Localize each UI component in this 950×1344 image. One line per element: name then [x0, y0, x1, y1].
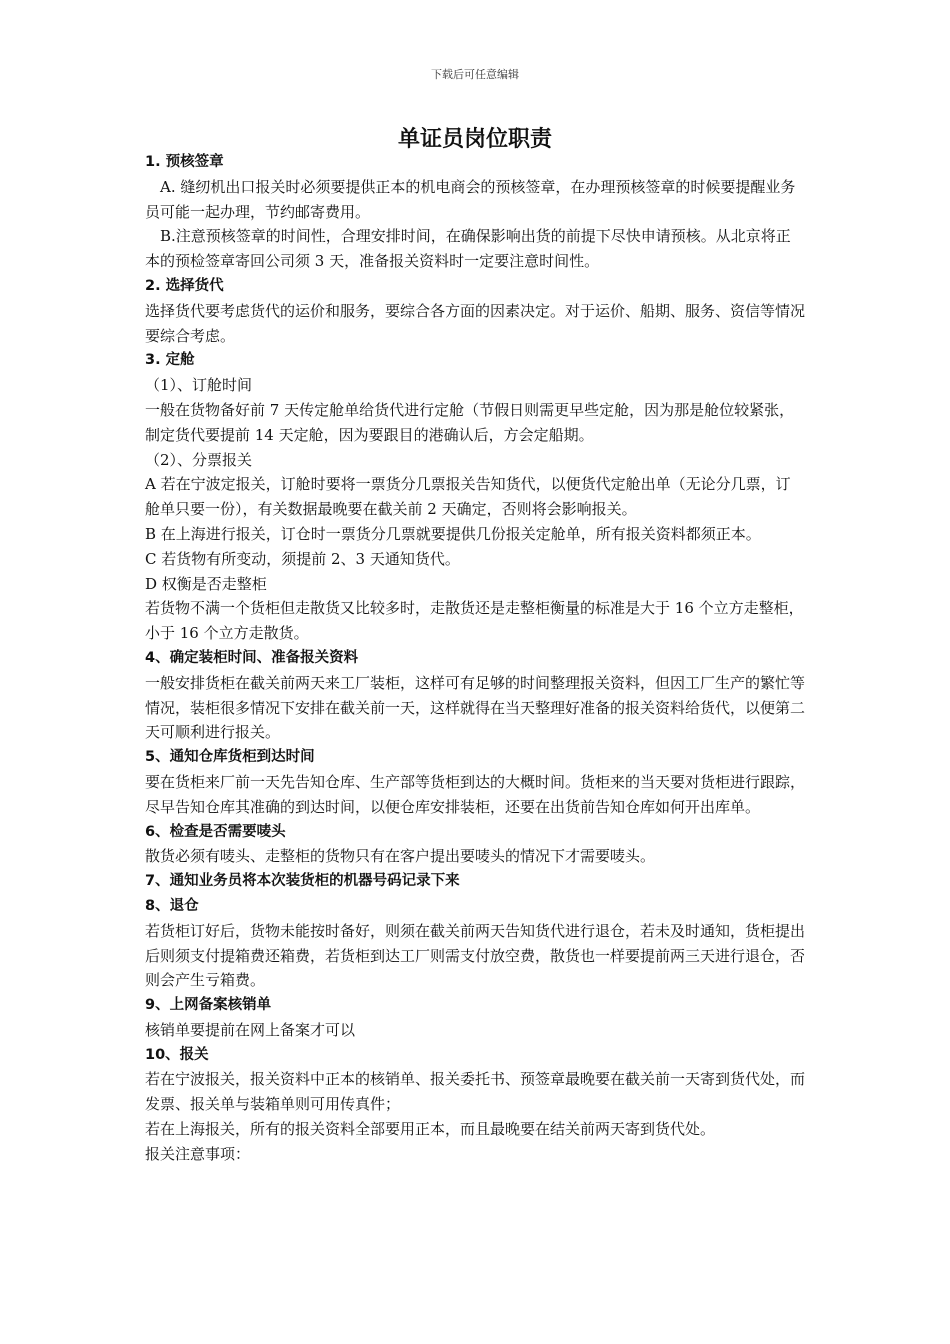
- document-body: [145, 150, 805, 1167]
- paragraph: 若货柜订好后，货物未能按时备好，则须在截关前两天告知货代进行退仓，若未及时通知，货柜提出后则须支付提箱费还箱费，若货柜到达工厂则需支付放空费，散货也一样要提前两三天进行退仓，否则会产生亏箱费。: [145, 921, 806, 990]
- section-heading: 8、退仓: [145, 897, 199, 914]
- paragraph: 核销单要提前在网上备案才可以: [145, 1020, 356, 1039]
- section-heading: 10、报关: [145, 1046, 209, 1063]
- paragraph: 一般在货物备好前 7 天传定舱单给货代进行定舱（节假日则需更早些定舱，因为那是舱位较紧张，制定货代要提前 14 天定舱，因为要跟目的港确认后，方会定船期。: [145, 400, 795, 444]
- section-heading: 7、通知业务员将本次装货柜的机器号码记录下来: [145, 873, 460, 890]
- page-header: 下载后可任意编辑: [431, 68, 519, 81]
- section-heading: 9、上网备案核销单: [145, 997, 272, 1014]
- section-heading: 3. 定舱: [145, 352, 195, 369]
- section-heading: 5、通知仓库货柜到达时间: [145, 749, 315, 766]
- paragraph: 要在货柜来厂前一天先告知仓库、生产部等货柜到达的大概时间。货柜来的当天要对货柜进行跟踪，尽早告知仓库其准确的到达时间，以便仓库安排装柜，还要在出货前告知仓库如何开出库单。: [145, 772, 806, 816]
- section-heading: 2. 选择货代: [145, 277, 224, 294]
- subheading: （2）、分票报关: [145, 450, 253, 469]
- paragraph: 若在上海报关，所有的报关资料全部要用正本，而且最晚要在结关前两天寄到货代处。: [145, 1120, 716, 1139]
- paragraph: 散货必须有唛头、走整柜的货物只有在客户提出要唛头的情况下才需要唛头。: [145, 847, 656, 866]
- document-title: 单证员岗位职责: [397, 126, 552, 152]
- paragraph: A 若在宁波定报关，订舱时要将一票货分几票报关告知货代，以便货代定舱出单（无论分几票，订舱单只要一份），有关数据最晚要在截关前 2 天确定，否则将会影响报关。: [145, 475, 791, 519]
- paragraph: B.注意预核签章的时间性，合理安排时间，在确保影响出货的前提下尽快申请预核。从北京将正本的预检签章寄回公司须 3 天，准备报关资料时一定要注意时间性。: [145, 227, 791, 271]
- paragraph: B 在上海进行报关，订仓时一票货分几票就要提供几份报关定舱单，所有报关资料都须正本。: [145, 524, 761, 543]
- paragraph: C 若货物有所变动，须提前 2、3 天通知货代。: [145, 549, 460, 568]
- paragraph: 报关注意事项：: [145, 1144, 251, 1163]
- paragraph: 选择货代要考虑货代的运价和服务，要综合各方面的因素决定。对于运价、船期、服务、资信等情况要综合考虑。: [145, 301, 806, 345]
- section-heading: 1. 预核签章: [145, 154, 224, 170]
- paragraph: 若在宁波报关，报关资料中正本的核销单、报关委托书、预签章最晚要在截关前一天寄到货代处，而发票、报关单与装箱单则可用传真件；: [145, 1070, 806, 1114]
- paragraph: 若货物不满一个货柜但走散货又比较多时，走散货还是走整柜衡量的标准是大于 16 个立方走整柜，小于 16 个立方走散货。: [145, 599, 804, 643]
- section-heading: 4、确定装柜时间、准备报关资料: [145, 649, 359, 666]
- paragraph: 一般安排货柜在截关前两天来工厂装柜，这样可有足够的时间整理报关资料，但因工厂生产的繁忙等情况，装柜很多情况下安排在截关前一天，这样就得在当天整理好准备的报关资料给货代，以便第二天可顺利进行报关。: [145, 673, 806, 742]
- paragraph: D 权衡是否走整柜: [145, 574, 267, 593]
- subheading: （1）、订舱时间: [145, 376, 253, 395]
- section-heading: 6、检查是否需要唛头: [145, 823, 286, 840]
- paragraph: A. 缝纫机出口报关时必须要提供正本的机电商会的预核签章，在办理预核签章的时候要提醒业务员可能一起办理，节约邮寄费用。: [145, 177, 796, 221]
